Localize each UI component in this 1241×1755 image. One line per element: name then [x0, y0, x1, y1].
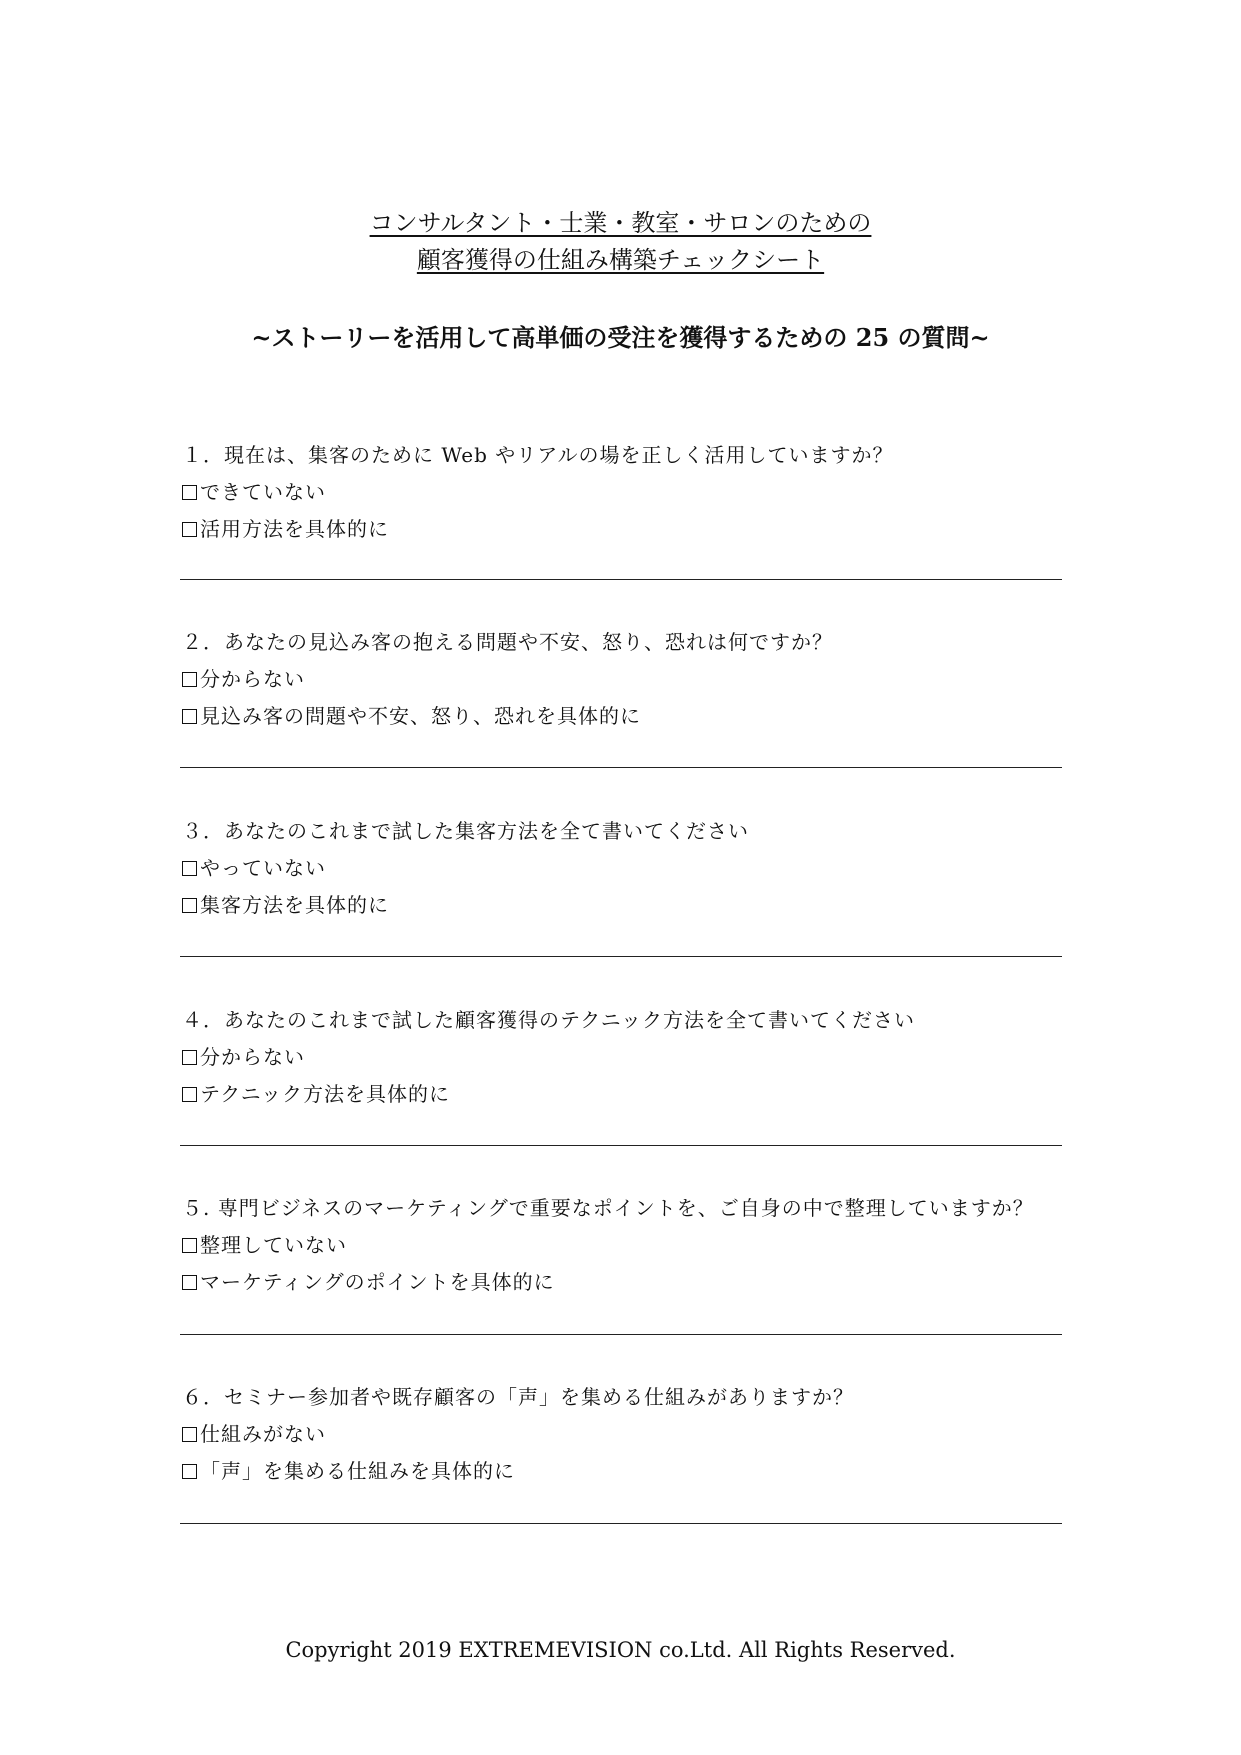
title-text-1: コンサルタント・士業・教室・サロンのための: [369, 209, 872, 237]
question-4: [182, 1006, 1082, 1108]
title-text-2: 顧客獲得の仕組み構築チェックシート: [416, 246, 825, 274]
checkbox[interactable]: [182, 1238, 197, 1253]
option-label: マーケティングのポイントを具体的に: [200, 1270, 555, 1294]
option-label: 分からない: [200, 1045, 305, 1069]
option-label: できていない: [200, 480, 326, 504]
question-text: ５. 専門ビジネスのマーケティングで重要なポイントを、ご自身の中で整理していますか？: [182, 1196, 1034, 1220]
checkbox[interactable]: [182, 672, 197, 687]
question-5: [182, 1194, 1082, 1296]
option-row: [182, 1457, 1082, 1485]
option-label: やっていない: [200, 856, 326, 880]
option-row: [182, 478, 1082, 506]
question-text: ４．あなたのこれまで試した顧客獲得のテクニック方法を全て書いてください: [182, 1008, 915, 1032]
checkbox[interactable]: [182, 485, 197, 500]
option-row: [182, 1231, 1082, 1259]
option-label: 集客方法を具体的に: [200, 893, 389, 917]
option-row: [182, 1420, 1082, 1448]
checkbox[interactable]: [182, 1087, 197, 1102]
option-label: 仕組みがない: [200, 1422, 326, 1446]
option-row: [182, 1080, 1082, 1108]
option-row: [182, 1043, 1082, 1071]
option-row: [182, 1268, 1082, 1296]
title-line-2: [0, 245, 1241, 275]
copyright-notice: Copyright 2019 EXTREMEVISION co.Ltd. All Rights Reserved.: [285, 1638, 956, 1662]
checkbox[interactable]: [182, 522, 197, 537]
option-row: [182, 891, 1082, 919]
checkbox[interactable]: [182, 1050, 197, 1065]
subtitle: ~ストーリーを活用して高単価の受注を獲得するための 25 の質問~: [251, 323, 990, 352]
checkbox[interactable]: [182, 1464, 197, 1479]
option-row: [182, 702, 1082, 730]
checkbox[interactable]: [182, 861, 197, 876]
answer-line[interactable]: [180, 956, 1062, 957]
checkbox[interactable]: [182, 709, 197, 724]
option-label: 「声」を集める仕組みを具体的に: [200, 1459, 515, 1483]
option-label: 活用方法を具体的に: [200, 517, 389, 541]
option-label: 見込み客の問題や不安、怒り、恐れを具体的に: [200, 704, 641, 728]
option-row: [182, 665, 1082, 693]
question-text: １．現在は、集客のために Web やリアルの場を正しく活用していますか？: [182, 443, 894, 467]
checkbox[interactable]: [182, 1275, 197, 1290]
option-label: 分からない: [200, 667, 305, 691]
answer-line[interactable]: [180, 1523, 1062, 1524]
answer-line[interactable]: [180, 767, 1062, 768]
question-2: [182, 628, 1082, 730]
checkbox[interactable]: [182, 1427, 197, 1442]
answer-line[interactable]: [180, 1334, 1062, 1335]
option-label: 整理していない: [200, 1233, 347, 1257]
question-3: [182, 817, 1082, 919]
question-text: ２．あなたの見込み客の抱える問題や不安、怒り、恐れは何ですか？: [182, 630, 833, 654]
answer-line[interactable]: [180, 1145, 1062, 1146]
question-1: [182, 441, 1082, 543]
option-row: [182, 854, 1082, 882]
option-label: テクニック方法を具体的に: [200, 1082, 450, 1106]
option-row: [182, 515, 1082, 543]
question-6: [182, 1383, 1082, 1485]
question-text: ３．あなたのこれまで試した集客方法を全て書いてください: [182, 819, 749, 843]
title-line-1: [0, 208, 1241, 238]
question-text: ６．セミナー参加者や既存顧客の「声」を集める仕組みがありますか？: [182, 1385, 854, 1409]
checkbox[interactable]: [182, 898, 197, 913]
answer-line[interactable]: [180, 579, 1062, 580]
